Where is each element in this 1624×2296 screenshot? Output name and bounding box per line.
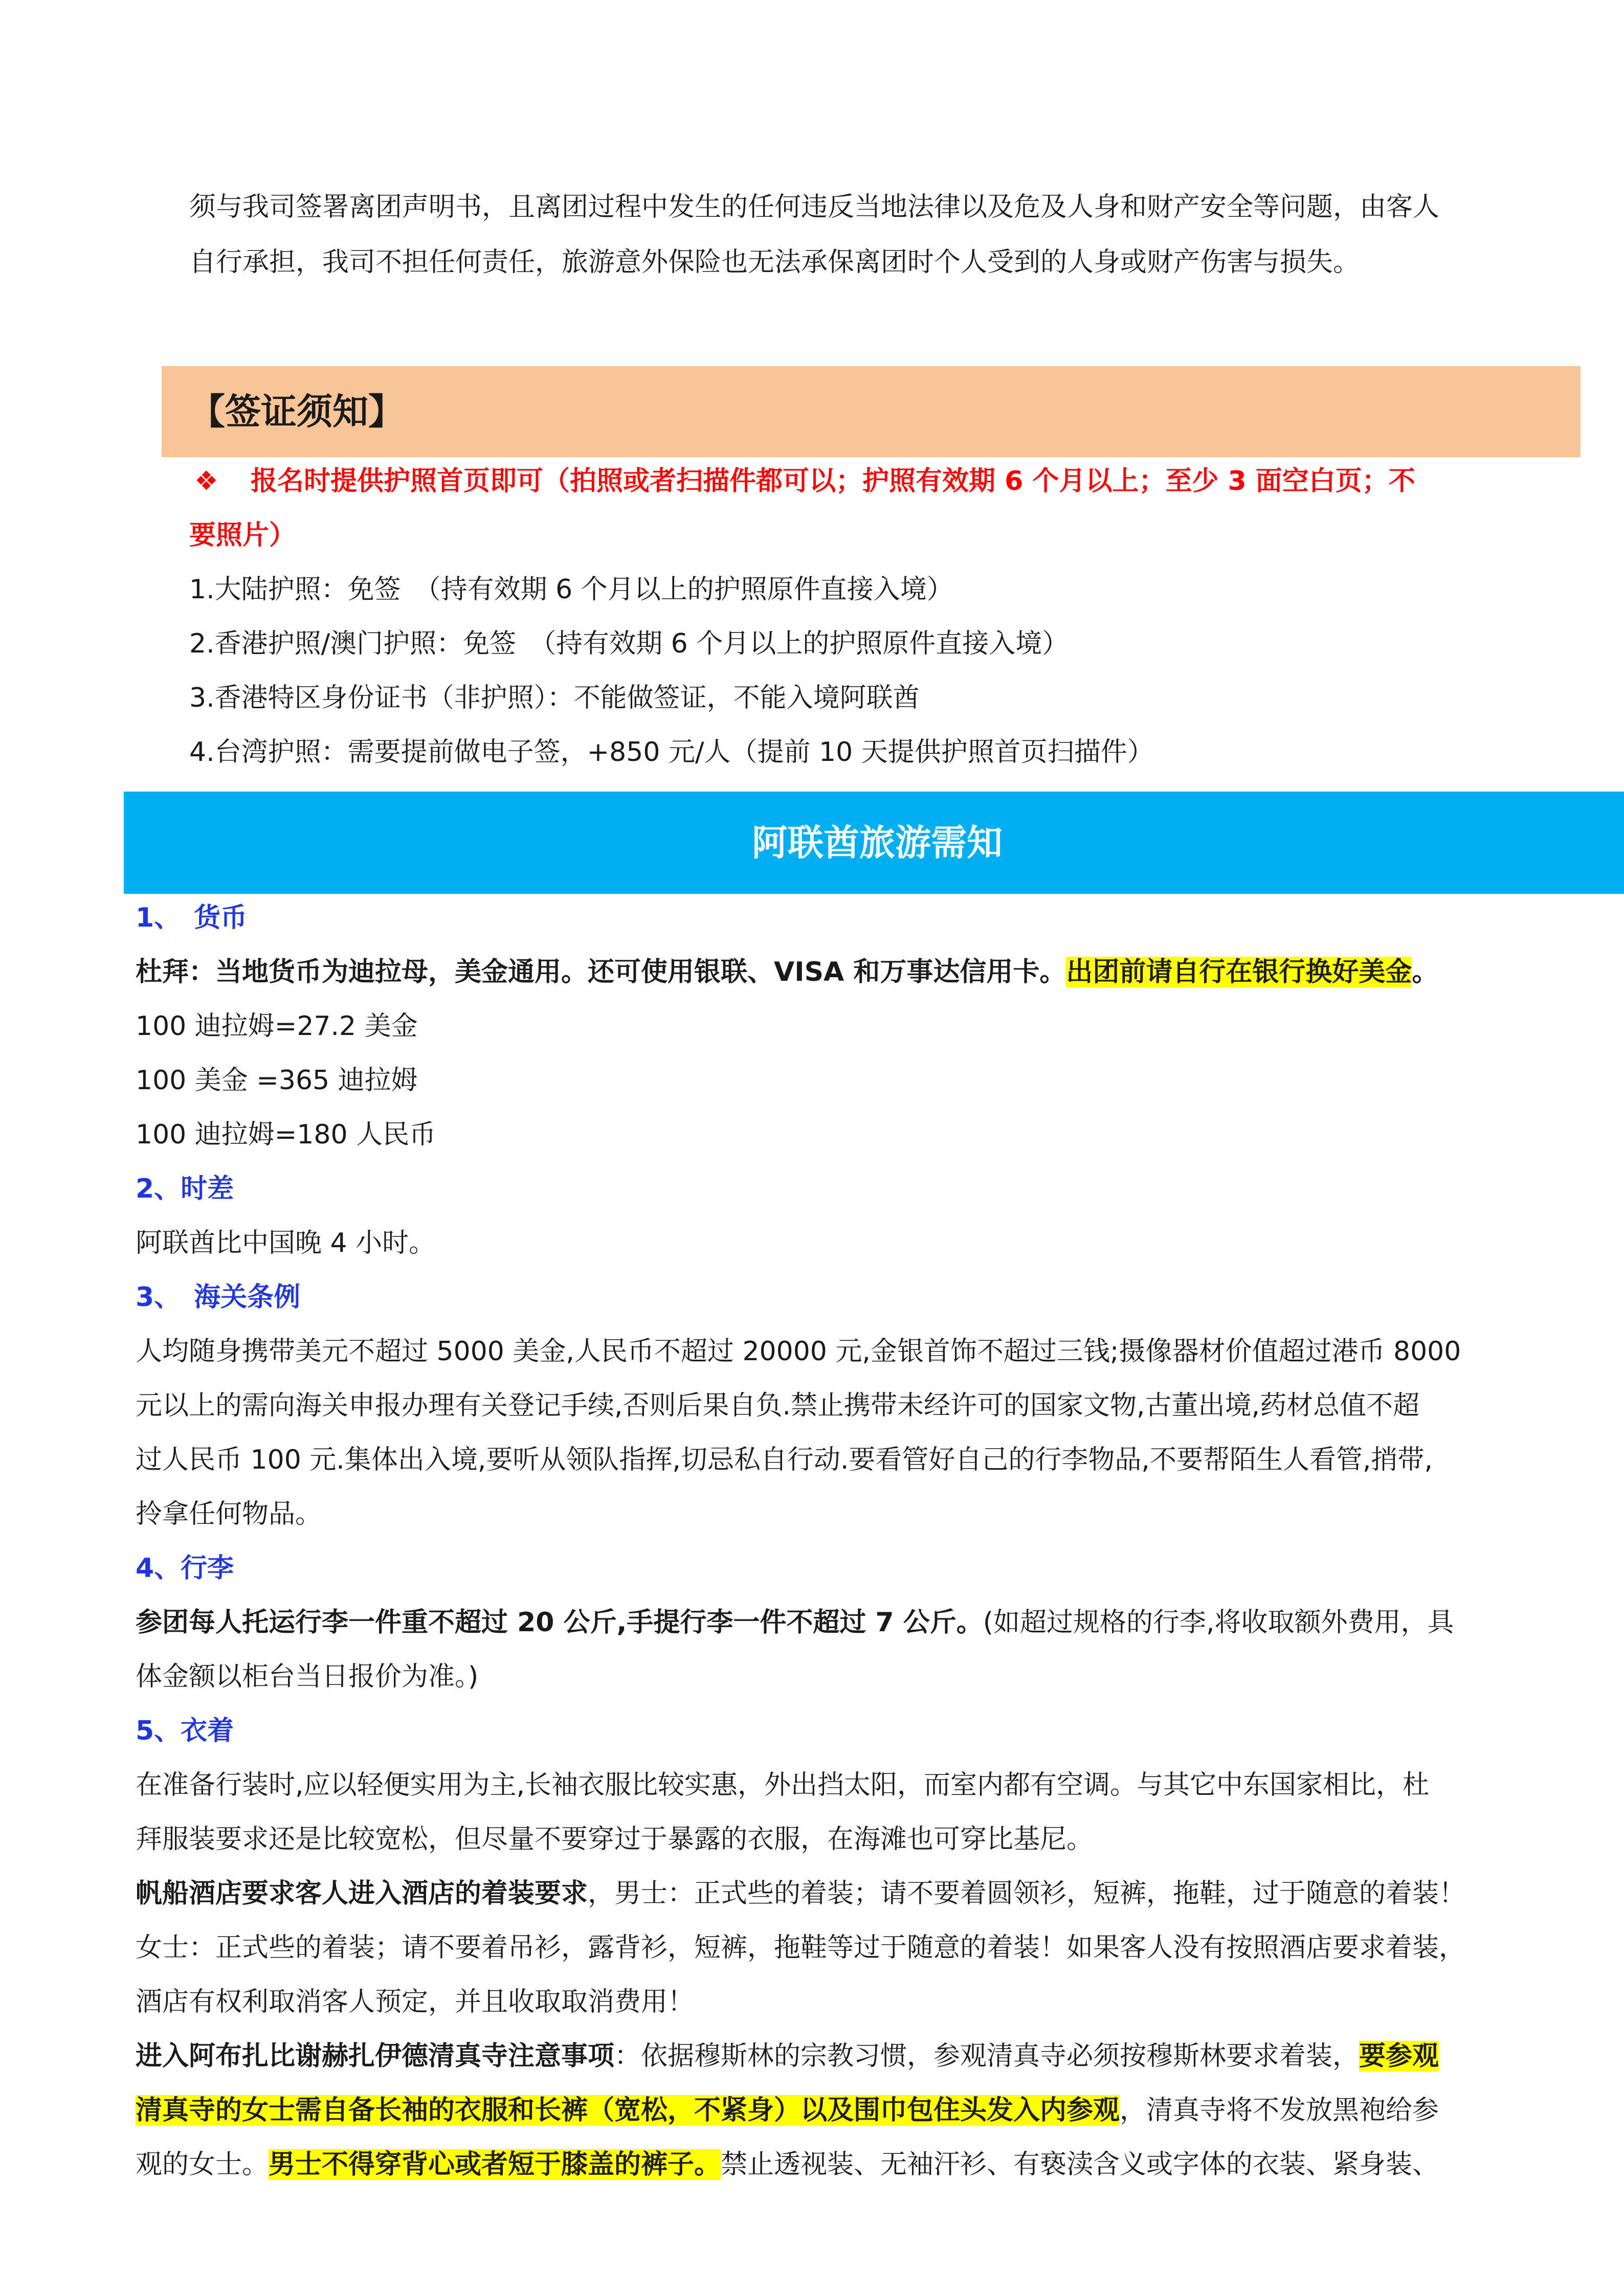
customs-heading: 3、 海关条例: [136, 1282, 301, 1313]
mosque-highlight-2: 清真寺的女士需自备长袖的衣服和长裤（宽松，不紧身）以及围巾包住头发入内参观: [136, 2095, 1120, 2126]
currency-main-text: 杜拜：当地货币为迪拉母，美金通用。还可使用银联、VISA 和万事达信用卡。: [136, 957, 1066, 987]
intro-line-2: 自行承担，我司不担任何责任，旅游意外保险也无法承保离团时个人受到的人身或财产伤害与损失。: [189, 247, 1360, 278]
hotel-dress-line-2: 女士：正式些的着装；请不要着吊衫，露背衫，短裤，拖鞋等过于随意的着装！如果客人没有按照酒店要求着装，: [136, 1932, 1466, 1963]
luggage-heading: 4、行李: [136, 1553, 234, 1584]
customs-line: 过人民币 100 元.集体出入境,要听从领队指挥,切忌私自行动.要看管好自己的行李物品,不要帮陌生人看管,捎带,: [136, 1445, 1433, 1475]
mosque-text: ：依据穆斯林的宗教习惯，参观清真寺必须按穆斯林要求着装，: [614, 2041, 1360, 2072]
currency-main-line: [136, 954, 1438, 990]
currency-highlight: 出团前请自行在银行换好美金: [1066, 957, 1412, 987]
mosque-highlight-3: 男士不得穿背心或者短于膝盖的裤子。: [269, 2149, 721, 2180]
visa-item: 4.台湾护照：需要提前做电子签，+850 元/人（提前 10 天提供护照首页扫描件）: [189, 737, 1154, 768]
currency-rate: 100 迪拉姆=180 人民币: [136, 1119, 436, 1150]
hotel-dress-line-1: [136, 1876, 1465, 1911]
mosque-bold: 进入阿布扎比谢赫扎伊德清真寺注意事项: [136, 2041, 615, 2072]
currency-heading: 1、 货币: [136, 903, 248, 933]
mosque-text-3: 观的女士。: [136, 2149, 269, 2180]
luggage-line-2: 体金额以柜台当日报价为准。): [136, 1661, 479, 1692]
visa-notice-line-2: 要照片）: [189, 520, 296, 551]
luggage-bold-text: 参团每人托运行李一件重不超过 20 公斤,手提行李一件不超过 7 公斤。: [136, 1607, 983, 1638]
hotel-dress-rest: ，男士：正式些的着装；请不要着圆领衫，短裤，拖鞋，过于随意的着装！: [588, 1878, 1466, 1909]
visa-notice-text: 报名时提供护照首页即可（拍照或者扫描件都可以；护照有效期 6 个月以上；至少 3 面空白页；不: [251, 466, 1415, 497]
customs-line: 元以上的需向海关申报办理有关登记手续,否则后果自负.禁止携带未经许可的国家文物,古董出境,药材总值不超: [136, 1390, 1420, 1421]
luggage-rest-text: (如超过规格的行李,将收取额外费用，具: [983, 1607, 1454, 1638]
visa-item: 3.香港特区身份证书（非护照）：不能做签证，不能入境阿联酋: [189, 683, 920, 713]
currency-rate: 100 迪拉姆=27.2 美金: [136, 1011, 418, 1042]
mosque-line-2: [136, 2092, 1439, 2128]
clothing-text-line: 拜服装要求还是比较宽松，但尽量不要穿过于暴露的衣服，在海滩也可穿比基尼。: [136, 1824, 1094, 1855]
mosque-text-2: ，清真寺将不发放黑袍给参: [1120, 2095, 1439, 2126]
visa-section-title: 【签证须知】: [189, 391, 404, 433]
mosque-highlight-1: 要参观: [1359, 2041, 1439, 2072]
intro-line-1: 须与我司签署离团声明书，且离团过程中发生的任何违反当地法律以及危及人身和财产安全等问题，由客人: [189, 192, 1440, 222]
clothing-heading: 5、衣着: [136, 1716, 234, 1746]
timezone-heading: 2、时差: [136, 1174, 234, 1204]
currency-end: 。: [1412, 957, 1439, 987]
currency-rate: 100 美金 =365 迪拉姆: [136, 1065, 418, 1096]
mosque-text-4: 禁止透视装、无袖汗衫、有亵渎含义或字体的衣装、紧身装、: [721, 2149, 1439, 2180]
mosque-line-1: [136, 2038, 1439, 2074]
customs-line: 人均随身携带美元不超过 5000 美金,人民币不超过 20000 元,金银首饰不超过三钱;摄像器材价值超过港币 8000: [136, 1336, 1461, 1367]
clothing-text-line: 在准备行装时,应以轻便实用为主,长袖衣服比较实惠，外出挡太阳，而室内都有空调。与其它中东国家相比，杜: [136, 1770, 1430, 1800]
timezone-text: 阿联酋比中国晚 4 小时。: [136, 1228, 436, 1258]
hotel-dress-line-3: 酒店有权利取消客人预定，并且收取取消费用！: [136, 1987, 695, 2017]
mosque-line-3: [136, 2147, 1439, 2182]
visa-notice-line-1: [194, 463, 1415, 499]
visa-item: 1.大陆护照：免签 （持有效期 6 个月以上的护照原件直接入境）: [189, 574, 953, 605]
visa-item: 2.香港护照/澳门护照：免签 （持有效期 6 个月以上的护照原件直接入境）: [189, 628, 1069, 659]
uae-section-title: 阿联酋旅游需知: [752, 822, 1003, 864]
hotel-dress-bold: 帆船酒店要求客人进入酒店的着装要求: [136, 1878, 588, 1909]
customs-line: 拎拿任何物品。: [136, 1499, 322, 1529]
luggage-line-1: [136, 1605, 1454, 1640]
diamond-bullet-icon: ❖: [194, 466, 218, 497]
